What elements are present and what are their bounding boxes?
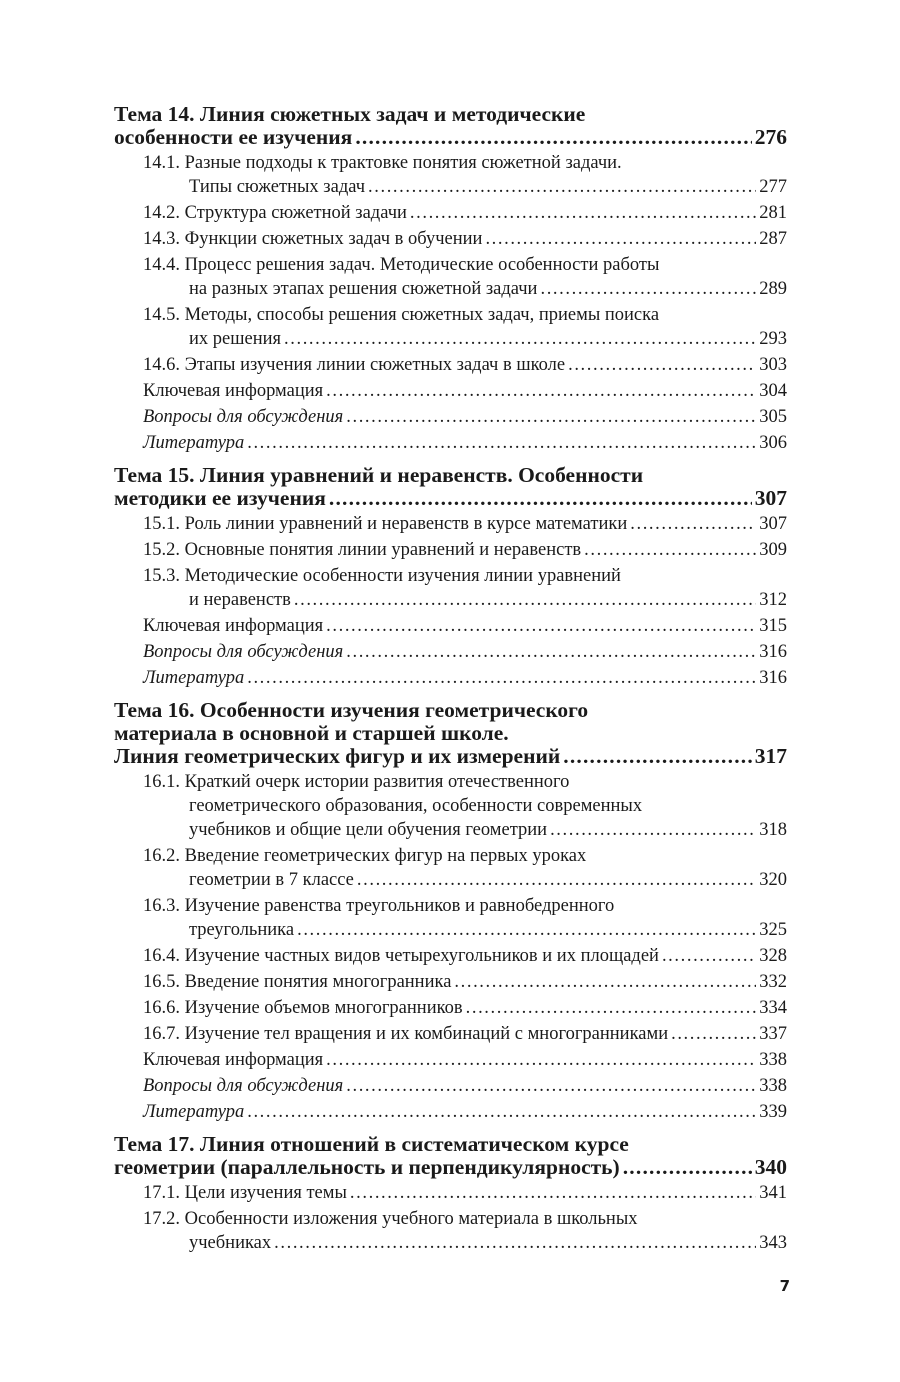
dot-leader xyxy=(623,1156,752,1179)
entry-line xyxy=(143,151,787,175)
page-ref: 277 xyxy=(759,177,787,197)
dot-leader xyxy=(540,277,756,301)
toc-entry xyxy=(143,1181,787,1205)
entry-text: Цели изучения темы xyxy=(184,1183,347,1203)
page-ref: 306 xyxy=(759,433,787,453)
entry-text: Введение понятия многогранника xyxy=(184,972,452,992)
page-ref: 337 xyxy=(759,1024,787,1044)
page-ref: 307 xyxy=(754,486,787,510)
dot-leader xyxy=(466,996,757,1020)
page-ref: 316 xyxy=(759,668,787,688)
dot-leader xyxy=(346,640,756,664)
toc-entry xyxy=(143,512,787,536)
entry-text: Основные понятия линии уравнений и неравенств xyxy=(184,540,582,560)
entry-text: Типы сюжетных задач xyxy=(189,177,366,197)
toc-entry xyxy=(143,227,787,251)
toc-entry xyxy=(143,996,787,1020)
entry-text: и неравенств xyxy=(189,590,291,610)
entry-text: Изучение тел вращения и их комбинаций с многогранниками xyxy=(184,1024,669,1044)
toc-entry xyxy=(143,253,787,301)
entry-line xyxy=(143,303,787,327)
entry-line xyxy=(143,894,787,918)
dot-leader xyxy=(410,201,756,225)
toc-entry-key-info xyxy=(143,379,787,403)
topic-title xyxy=(114,103,787,149)
toc-entry-questions xyxy=(143,1074,787,1098)
dot-leader xyxy=(297,918,756,942)
page-ref: 338 xyxy=(759,1050,787,1070)
page-ref: 320 xyxy=(759,870,787,890)
page-ref: 325 xyxy=(759,920,787,940)
entry-number: 16.6. xyxy=(143,998,180,1018)
entry-text: Ключевая информация xyxy=(143,1050,324,1070)
toc-entry-literature xyxy=(143,666,787,690)
dot-leader xyxy=(247,431,756,455)
topic-title xyxy=(114,699,787,768)
dot-leader xyxy=(326,1048,756,1072)
entry-number: 15.2. xyxy=(143,540,180,560)
topic-title-line xyxy=(114,487,787,510)
dot-leader xyxy=(350,1181,756,1205)
topic-title-line xyxy=(114,126,787,149)
entry-text: Литература xyxy=(143,1102,245,1122)
toc-entry xyxy=(143,970,787,994)
dot-leader xyxy=(274,1231,756,1255)
page-ref: 334 xyxy=(759,998,787,1018)
page-ref: 340 xyxy=(754,1155,787,1179)
entry-text: Методы, способы решения сюжетных задач, приемы поиска xyxy=(184,305,660,325)
entry-line xyxy=(143,1231,787,1255)
dot-leader xyxy=(355,126,751,149)
entry-line xyxy=(143,1181,787,1205)
dot-leader xyxy=(329,487,752,510)
entry-text: Краткий очерк истории развития отечественного xyxy=(184,772,570,792)
entry-number: 14.6. xyxy=(143,355,180,375)
entry-line xyxy=(143,970,787,994)
toc-entry xyxy=(143,151,787,199)
entry-text: Вопросы для обсуждения xyxy=(143,642,344,662)
dot-leader xyxy=(368,175,756,199)
page-number: 7 xyxy=(779,1277,790,1295)
entry-line xyxy=(143,379,787,403)
dot-leader xyxy=(284,327,756,351)
dot-leader xyxy=(346,405,756,429)
entry-line xyxy=(143,1074,787,1098)
entry-number: 15.1. xyxy=(143,514,180,534)
entry-text: учебниках xyxy=(189,1233,272,1253)
entry-text: Роль линии уравнений и неравенств в курсе математики xyxy=(184,514,628,534)
page-ref: 338 xyxy=(759,1076,787,1096)
page-ref: 315 xyxy=(759,616,787,636)
topic-14 xyxy=(114,103,787,455)
entry-text: Процесс решения задач. Методические особенности работы xyxy=(184,255,660,275)
topic-title-text: методики ее изучения xyxy=(114,486,326,510)
topic-17 xyxy=(114,1133,787,1255)
dot-leader xyxy=(346,1074,756,1098)
entry-number: 16.1. xyxy=(143,772,180,792)
page-ref: 339 xyxy=(759,1102,787,1122)
entry-number: 16.5. xyxy=(143,972,180,992)
entry-text: геометрии в 7 классе xyxy=(189,870,354,890)
toc-entry xyxy=(143,894,787,942)
entry-number: 14.3. xyxy=(143,229,180,249)
topic-title-line: материала в основной и старшей школе. xyxy=(114,721,509,745)
dot-leader xyxy=(357,868,756,892)
page-ref: 317 xyxy=(754,744,787,768)
entry-line xyxy=(143,1022,787,1046)
toc-entry-literature xyxy=(143,431,787,455)
entry-line xyxy=(143,538,787,562)
entry-text: Вопросы для обсуждения xyxy=(143,1076,344,1096)
dot-leader xyxy=(326,379,756,403)
toc-entry xyxy=(143,1207,787,1255)
entry-line xyxy=(143,614,787,638)
dot-leader xyxy=(662,944,756,968)
page-ref: 328 xyxy=(759,946,787,966)
toc-entry xyxy=(143,844,787,892)
topic-15 xyxy=(114,464,787,690)
topic-title-line: Тема 15. Линия уравнений и неравенств. Особенности xyxy=(114,463,644,487)
entry-number: 14.4. xyxy=(143,255,180,275)
topic-title xyxy=(114,1133,787,1179)
topic-16 xyxy=(114,699,787,1124)
dot-leader xyxy=(294,588,756,612)
entry-text: Введение геометрических фигур на первых уроках xyxy=(184,846,587,866)
topic-title-text: Линия геометрических фигур и их измерений xyxy=(114,744,561,768)
entry-text: Особенности изложения учебного материала в школьных xyxy=(184,1209,638,1229)
page-ref: 305 xyxy=(759,407,787,427)
dot-leader xyxy=(326,614,756,638)
dot-leader xyxy=(485,227,756,251)
dot-leader xyxy=(584,538,756,562)
entry-number: 16.2. xyxy=(143,846,180,866)
entry-number: 17.2. xyxy=(143,1209,180,1229)
page-ref: 332 xyxy=(759,972,787,992)
toc-entry xyxy=(143,1022,787,1046)
entry-line xyxy=(143,1100,787,1124)
entry-text: Методические особенности изучения линии уравнений xyxy=(184,566,621,586)
page-ref: 341 xyxy=(759,1183,787,1203)
toc-entry-questions xyxy=(143,640,787,664)
page-ref: 293 xyxy=(759,329,787,349)
toc-entry xyxy=(143,201,787,225)
entry-number: 14.1. xyxy=(143,153,180,173)
entry-text: Ключевая информация xyxy=(143,616,324,636)
entry-text: Разные подходы к трактовке понятия сюжетной задачи. xyxy=(184,153,622,173)
entry-line xyxy=(143,431,787,455)
entry-line xyxy=(143,201,787,225)
topic-title-text: особенности ее изучения xyxy=(114,125,353,149)
entry-number: 16.3. xyxy=(143,896,180,916)
entry-line xyxy=(143,844,787,868)
page-ref: 304 xyxy=(759,381,787,401)
page-ref: 287 xyxy=(759,229,787,249)
entry-line xyxy=(143,944,787,968)
dot-leader xyxy=(550,818,756,842)
page-ref: 303 xyxy=(759,355,787,375)
entry-text: Функции сюжетных задач в обучении xyxy=(184,229,483,249)
entry-line xyxy=(143,666,787,690)
entry-number: 14.5. xyxy=(143,305,180,325)
topic-title-line: Тема 16. Особенности изучения геометрического xyxy=(114,698,589,722)
entry-line xyxy=(143,327,787,351)
entry-text: Литература xyxy=(143,433,245,453)
entry-text: учебников и общие цели обучения геометрии xyxy=(189,820,548,840)
toc-entry-literature xyxy=(143,1100,787,1124)
dot-leader xyxy=(563,745,752,768)
toc-entry xyxy=(143,353,787,377)
entry-number: 16.4. xyxy=(143,946,180,966)
topic-title-line: Тема 14. Линия сюжетных задач и методические xyxy=(114,102,586,126)
entry-line xyxy=(143,1048,787,1072)
entry-number: 14.2. xyxy=(143,203,180,223)
entry-line: геометрического образования, особенности современных xyxy=(189,796,643,816)
table-of-contents xyxy=(114,103,787,1255)
toc-entry xyxy=(143,564,787,612)
entry-line xyxy=(143,640,787,664)
page-ref: 281 xyxy=(759,203,787,223)
page-ref: 318 xyxy=(759,820,787,840)
entry-line xyxy=(143,512,787,536)
dot-leader xyxy=(454,970,756,994)
topic-title-line xyxy=(114,745,787,768)
dot-leader xyxy=(671,1022,756,1046)
topic-title-text: геометрии (параллельность и перпендикулярность) xyxy=(114,1155,620,1179)
entry-text: Структура сюжетной задачи xyxy=(184,203,407,223)
entry-text: треугольника xyxy=(189,920,295,940)
entry-line xyxy=(143,277,787,301)
dot-leader xyxy=(247,666,756,690)
entry-text: Этапы изучения линии сюжетных задач в школе xyxy=(184,355,566,375)
entry-text: Изучение равенства треугольников и равнобедренного xyxy=(184,896,615,916)
entry-text: Изучение частных видов четырехугольников и их площадей xyxy=(184,946,659,966)
entry-line xyxy=(143,588,787,612)
page-ref: 309 xyxy=(759,540,787,560)
toc-entry-questions xyxy=(143,405,787,429)
page-ref: 289 xyxy=(759,279,787,299)
entry-text: Вопросы для обсуждения xyxy=(143,407,344,427)
page-ref: 307 xyxy=(759,514,787,534)
toc-entry-key-info xyxy=(143,614,787,638)
entry-line xyxy=(143,253,787,277)
page-ref: 276 xyxy=(754,125,787,149)
page-ref: 343 xyxy=(759,1233,787,1253)
toc-entry xyxy=(143,538,787,562)
dot-leader xyxy=(568,353,756,377)
toc-entry-key-info xyxy=(143,1048,787,1072)
entry-text: Изучение объемов многогранников xyxy=(184,998,463,1018)
entry-line xyxy=(143,405,787,429)
entry-text: на разных этапах решения сюжетной задачи xyxy=(189,279,538,299)
topic-title xyxy=(114,464,787,510)
entry-line xyxy=(143,175,787,199)
toc-entry xyxy=(143,770,787,842)
entry-line xyxy=(143,353,787,377)
entry-line xyxy=(143,868,787,892)
toc-entry xyxy=(143,944,787,968)
entry-line xyxy=(143,564,787,588)
entry-line xyxy=(143,770,787,794)
entry-text: их решения xyxy=(189,329,282,349)
topic-title-line: Тема 17. Линия отношений в систематическом курсе xyxy=(114,1132,629,1156)
entry-number: 15.3. xyxy=(143,566,180,586)
entry-text: Литература xyxy=(143,668,245,688)
page-ref: 316 xyxy=(759,642,787,662)
dot-leader xyxy=(247,1100,756,1124)
entry-line xyxy=(143,227,787,251)
entry-text: Ключевая информация xyxy=(143,381,324,401)
entry-line xyxy=(143,818,787,842)
page-ref: 312 xyxy=(759,590,787,610)
entry-line xyxy=(143,1207,787,1231)
entry-line xyxy=(143,918,787,942)
entry-line xyxy=(143,996,787,1020)
entry-number: 16.7. xyxy=(143,1024,180,1044)
entry-number: 17.1. xyxy=(143,1183,180,1203)
topic-title-line xyxy=(114,1156,787,1179)
dot-leader xyxy=(630,512,756,536)
toc-entry xyxy=(143,303,787,351)
